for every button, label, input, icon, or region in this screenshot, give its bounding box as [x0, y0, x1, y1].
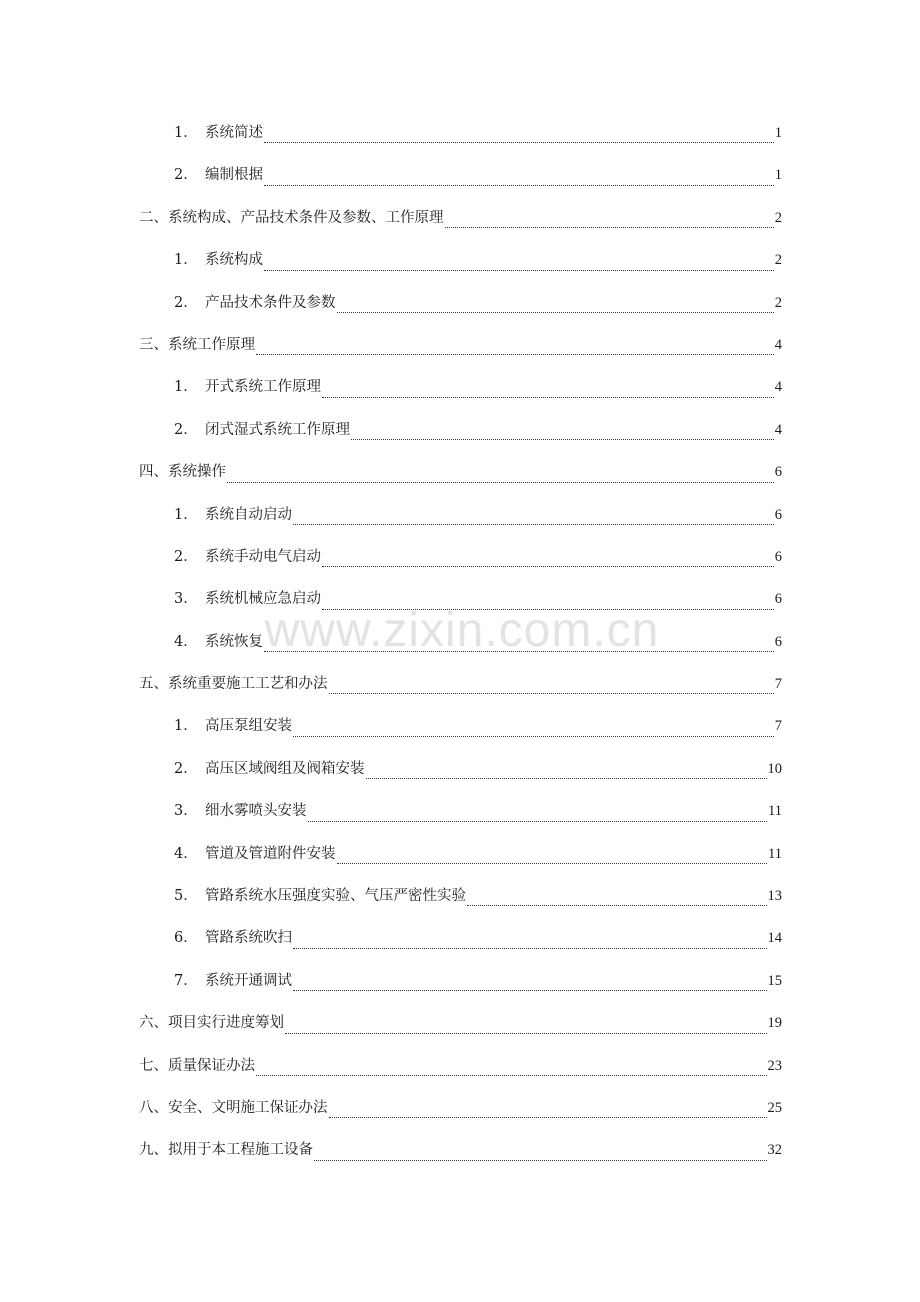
- toc-dot-leader: [308, 820, 768, 822]
- toc-dot-leader: [337, 311, 774, 313]
- toc-entry-page-number: 2: [774, 252, 782, 269]
- toc-entry-title: 管道及管道附件安装: [205, 845, 336, 862]
- toc-entry-title: 高压区域阀组及阀箱安装: [205, 760, 365, 777]
- toc-entry-title: 系统简述: [205, 125, 263, 141]
- toc-entry-page-number: 10: [767, 760, 782, 777]
- toc-entry[interactable]: [139, 415, 782, 457]
- toc-dot-leader: [264, 141, 774, 143]
- toc-dot-leader: [351, 438, 774, 440]
- toc-entry[interactable]: [139, 754, 782, 796]
- toc-entry-number: 3．: [174, 803, 198, 820]
- toc-entry-number: 3．: [174, 591, 198, 608]
- toc-entry-page-number: 11: [768, 803, 782, 820]
- toc-entry[interactable]: [139, 457, 782, 499]
- toc-entry-number: 2．: [174, 294, 198, 311]
- toc-entry[interactable]: [139, 1051, 782, 1093]
- toc-dot-leader: [256, 1074, 767, 1076]
- toc-dot-leader: [329, 692, 774, 694]
- toc-entry[interactable]: [139, 669, 782, 711]
- toc-dot-leader: [227, 481, 774, 483]
- toc-entry-number: 4．: [174, 845, 198, 862]
- toc-entry-number: 1．: [174, 718, 198, 735]
- toc-entry-page-number: 25: [767, 1099, 782, 1116]
- toc-entry-title: 产品技术条件及参数: [205, 294, 336, 311]
- toc-entry-title: 系统构成: [205, 252, 263, 269]
- toc-entry-title: 系统自动启动: [205, 506, 292, 523]
- toc-entry-number: 6．: [174, 930, 198, 947]
- toc-dot-leader: [329, 1116, 767, 1118]
- toc-entry[interactable]: [139, 1093, 782, 1135]
- toc-entry[interactable]: [139, 372, 782, 414]
- toc-entry[interactable]: [139, 796, 782, 838]
- toc-entry-title: 管路系统吹扫: [205, 930, 292, 947]
- toc-dot-leader: [366, 777, 767, 779]
- toc-entry-title: 五、系统重要施工工艺和办法: [139, 676, 328, 693]
- toc-entry-page-number: 6: [774, 464, 782, 481]
- toc-entry-page-number: 32: [767, 1142, 782, 1159]
- toc-entry[interactable]: [139, 1135, 782, 1177]
- toc-entry-page-number: 13: [767, 888, 782, 905]
- toc-entry-number: 2．: [174, 548, 198, 565]
- toc-dot-leader: [256, 353, 774, 355]
- toc-entry-page-number: 4: [774, 336, 782, 353]
- toc-entry-page-number: 6: [774, 548, 782, 565]
- toc-entry[interactable]: [139, 118, 782, 160]
- toc-entry-page-number: 23: [767, 1057, 782, 1074]
- toc-entry[interactable]: [139, 330, 782, 372]
- toc-dot-leader: [264, 650, 774, 652]
- toc-entry[interactable]: [139, 711, 782, 753]
- toc-entry-title: 高压泵组安装: [205, 718, 292, 735]
- toc-entry-title: 二、系统构成、产品技术条件及参数、工作原理: [139, 209, 444, 226]
- toc-entry-title: 系统恢复: [205, 633, 263, 650]
- toc-dot-leader: [293, 523, 774, 525]
- toc-entry[interactable]: [139, 500, 782, 542]
- toc-entry-title: 三、系统工作原理: [139, 336, 255, 353]
- toc-dot-leader: [467, 904, 767, 906]
- toc-entry-page-number: 7: [774, 676, 782, 693]
- toc-entry-page-number: 2: [774, 209, 782, 226]
- toc-entry-title: 管路系统水压强度实验、气压严密性实验: [205, 888, 466, 905]
- toc-entry-page-number: 7: [774, 718, 782, 735]
- toc-entry[interactable]: [139, 584, 782, 626]
- toc-entry-page-number: 19: [767, 1015, 782, 1032]
- toc-entry-title: 七、质量保证办法: [139, 1057, 255, 1074]
- toc-dot-leader: [445, 226, 774, 228]
- toc-entry-title: 四、系统操作: [139, 464, 226, 481]
- toc-entry[interactable]: [139, 923, 782, 965]
- toc-entry-number: 1．: [174, 506, 198, 523]
- toc-entry-number: 5．: [174, 888, 198, 905]
- toc-entry-page-number: 4: [774, 421, 782, 438]
- toc-entry-page-number: 11: [768, 845, 782, 862]
- toc-entry[interactable]: [139, 627, 782, 669]
- toc-entry[interactable]: [139, 881, 782, 923]
- toc-entry-title: 开式系统工作原理: [205, 379, 321, 396]
- toc-dot-leader: [293, 947, 767, 949]
- toc-dot-leader: [322, 396, 774, 398]
- toc-entry[interactable]: [139, 160, 782, 202]
- toc-entry-page-number: 14: [767, 930, 782, 947]
- toc-entry-number: 2．: [174, 167, 198, 184]
- toc-entry-number: 1．: [174, 379, 198, 396]
- toc-entry-number: 1．: [174, 252, 198, 269]
- toc-entry[interactable]: [139, 203, 782, 245]
- toc-entry-title: 细水雾喷头安装: [205, 803, 307, 820]
- toc-entry-page-number: 4: [774, 379, 782, 396]
- toc-dot-leader: [337, 862, 768, 864]
- toc-entry-page-number: 6: [774, 633, 782, 650]
- toc-dot-leader: [322, 565, 774, 567]
- toc-entry[interactable]: [139, 288, 782, 330]
- toc-entry-title: 系统开通调试: [205, 972, 292, 989]
- toc-entry[interactable]: [139, 966, 782, 1008]
- toc-dot-leader: [293, 989, 767, 991]
- toc-entry-number: 2．: [174, 421, 198, 438]
- toc-entry-page-number: 15: [767, 972, 782, 989]
- toc-entry-title: 九、拟用于本工程施工设备: [139, 1142, 313, 1159]
- toc-dot-leader: [264, 269, 774, 271]
- toc-entry-title: 六、项目实行进度筹划: [139, 1015, 284, 1032]
- toc-entry-page-number: 2: [774, 294, 782, 311]
- toc-entry-title: 系统机械应急启动: [205, 591, 321, 608]
- toc-entry-title: 系统手动电气启动: [205, 548, 321, 565]
- toc-entry-title: 八、安全、文明施工保证办法: [139, 1099, 328, 1116]
- toc-entry[interactable]: [139, 245, 782, 287]
- toc-entry-title: 编制根据: [205, 167, 263, 184]
- table-of-contents: [139, 118, 782, 1178]
- toc-entry-page-number: 6: [774, 591, 782, 608]
- toc-entry-number: 2．: [174, 760, 198, 777]
- toc-entry-page-number: 1: [774, 125, 782, 141]
- toc-entry-page-number: 6: [774, 506, 782, 523]
- watermark: www.zixin.com.cn: [264, 604, 660, 657]
- toc-dot-leader: [285, 1032, 767, 1034]
- toc-entry-number: 1．: [174, 125, 198, 141]
- toc-dot-leader: [264, 184, 774, 186]
- toc-entry-page-number: 1: [774, 167, 782, 184]
- toc-entry-number: 4．: [174, 633, 198, 650]
- toc-dot-leader: [314, 1159, 767, 1161]
- toc-entry[interactable]: [139, 1008, 782, 1050]
- toc-entry-number: 7．: [174, 972, 198, 989]
- toc-entry-title: 闭式湿式系统工作原理: [205, 421, 350, 438]
- toc-dot-leader: [322, 608, 774, 610]
- toc-entry[interactable]: [139, 839, 782, 881]
- toc-dot-leader: [293, 735, 774, 737]
- toc-entry[interactable]: [139, 542, 782, 584]
